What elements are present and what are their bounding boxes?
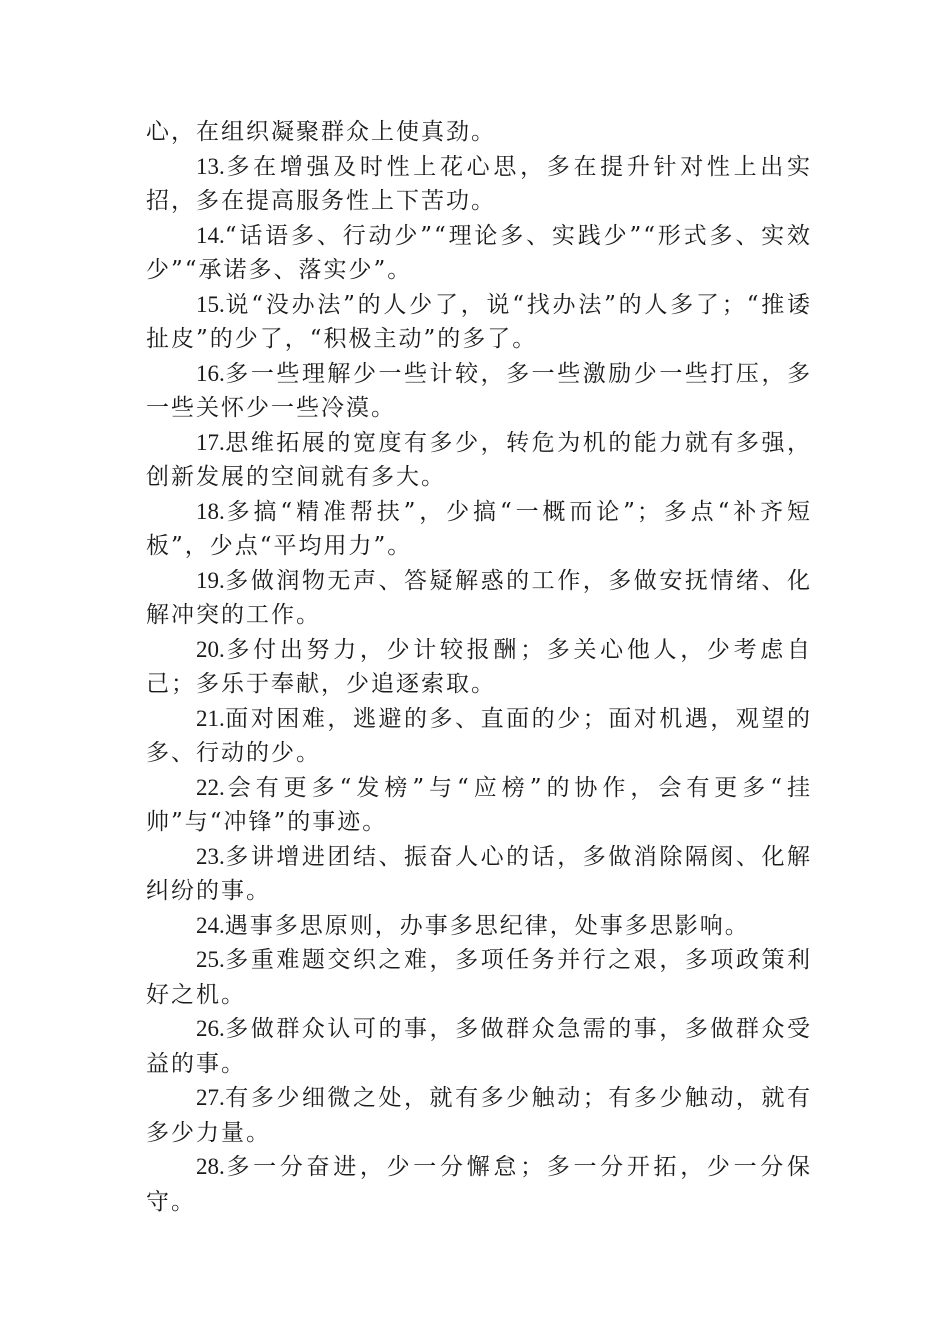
document-body bbox=[146, 115, 812, 1219]
item-number: 27. bbox=[196, 1085, 225, 1110]
list-item bbox=[146, 1012, 812, 1081]
list-item bbox=[146, 150, 812, 219]
list-item bbox=[146, 288, 812, 357]
item-text: 多做群众认可的事，多做群众急需的事，多做群众受益的事。 bbox=[146, 1016, 812, 1077]
item-text: 面对困难，逃避的多、直面的少；面对机遇，观望的多、行动的少。 bbox=[146, 705, 812, 766]
item-number: 16. bbox=[196, 360, 225, 386]
item-text: 多在增强及时性上花心思，多在提升针对性上出实招，多在提高服务性上下苦功。 bbox=[146, 153, 812, 214]
list-item bbox=[146, 702, 812, 771]
item-text: 多重难题交织之难，多项任务并行之艰，多项政策利好之机。 bbox=[146, 947, 812, 1008]
item-text: 遇事多思原则，办事多思纪律，处事多思影响。 bbox=[224, 912, 750, 939]
item-number: 23. bbox=[196, 843, 225, 869]
item-text: 思维拓展的宽度有多少，转危为机的能力就有多强，创新发展的空间就有多大。 bbox=[146, 429, 812, 490]
list-item bbox=[146, 840, 812, 909]
item-text: “话语多、行动少”“理论多、实践少”“形式多、实效少”“承诺多、落实少”。 bbox=[146, 222, 812, 283]
list-item bbox=[146, 943, 812, 1012]
item-number: 26. bbox=[196, 1016, 225, 1041]
item-text: 多一些理解少一些计较，多一些激励少一些打压，多一些关怀少一些冷漠。 bbox=[146, 360, 812, 421]
item-number: 13. bbox=[196, 153, 225, 179]
item-text: 多做润物无声、答疑解惑的工作，多做安抚情绪、化解冲突的工作。 bbox=[146, 567, 812, 628]
list-item bbox=[146, 357, 812, 426]
item-number: 15. bbox=[196, 291, 225, 317]
list-item bbox=[146, 1081, 812, 1150]
item-number: 14. bbox=[196, 222, 225, 248]
list-item bbox=[146, 219, 812, 288]
item-number: 19. bbox=[196, 567, 225, 593]
item-number: 20. bbox=[196, 636, 225, 662]
item-number: 24. bbox=[196, 912, 225, 938]
item-text: 有多少细微之处，就有多少触动；有多少触动，就有多少力量。 bbox=[146, 1085, 812, 1146]
list-item bbox=[146, 495, 812, 564]
item-text: 多付出努力，少计较报酬；多关心他人，少考虑自己；多乐于奉献，少追逐索取。 bbox=[146, 636, 812, 697]
list-item bbox=[146, 426, 812, 495]
item-number: 21. bbox=[196, 705, 225, 731]
continuation-paragraph: 心，在组织凝聚群众上使真劲。 bbox=[146, 119, 496, 145]
item-text: 多讲增进团结、振奋人心的话，多做消除隔阂、化解纠纷的事。 bbox=[146, 843, 812, 904]
item-number: 17. bbox=[196, 429, 225, 455]
item-text: 多搞“精准帮扶”，少搞“一概而论”；多点“补齐短板”，少点“平均用力”。 bbox=[146, 498, 812, 559]
item-text: 说“没办法”的人少了，说“找办法”的人多了；“推诿扯皮”的少了，“积极主动”的多了。 bbox=[146, 291, 812, 352]
item-number: 25. bbox=[196, 947, 225, 972]
item-text: 会有更多“发榜”与“应榜”的协作，会有更多“挂帅”与“冲锋”的事迹。 bbox=[146, 774, 812, 835]
list-item bbox=[146, 771, 812, 840]
item-number: 22. bbox=[196, 774, 225, 800]
list-item bbox=[146, 564, 812, 633]
list-item bbox=[146, 1150, 812, 1219]
item-number: 28. bbox=[196, 1154, 225, 1179]
list-item bbox=[146, 909, 812, 944]
list-item bbox=[146, 633, 812, 702]
item-text: 多一分奋进，少一分懈怠；多一分开拓，少一分保守。 bbox=[146, 1154, 812, 1215]
item-number: 18. bbox=[196, 498, 225, 524]
